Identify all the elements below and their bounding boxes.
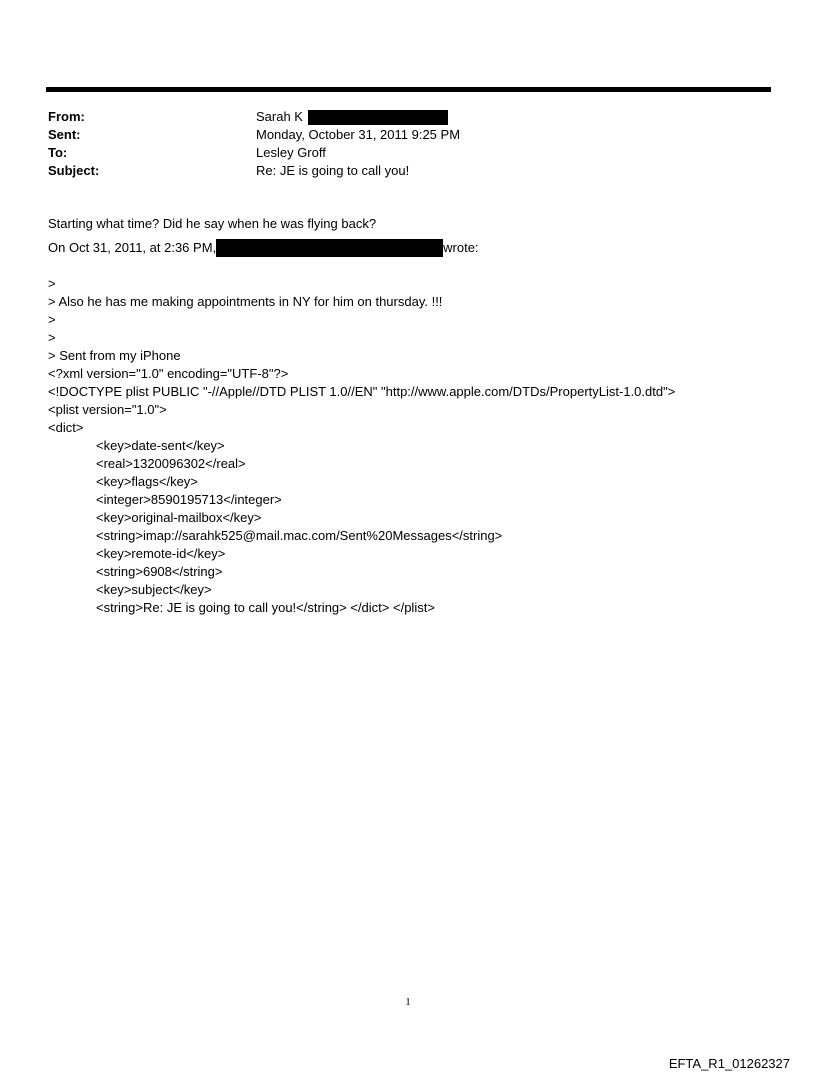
quote-intro-suffix: wrote: <box>443 240 479 255</box>
from-label: From: <box>48 109 85 124</box>
plist-entry: <key>remote-id</key> <box>96 546 226 561</box>
to-value: Lesley Groff <box>256 145 326 160</box>
to-row <box>48 144 460 162</box>
plist-entry: <integer>8590195713</integer> <box>96 492 282 507</box>
redaction-box <box>216 239 443 257</box>
email-body <box>48 215 788 617</box>
plist-line: <plist version="1.0"> <box>48 402 167 417</box>
quoted-line: > <box>48 312 56 327</box>
from-value: Sarah K <box>256 109 303 124</box>
quoted-line: > Sent from my iPhone <box>48 348 181 363</box>
quote-intro <box>48 239 788 257</box>
plist-entry: <key>subject</key> <box>96 582 212 597</box>
plist-line: <dict> <box>48 420 84 435</box>
from-value-container <box>256 108 448 126</box>
sent-row <box>48 126 460 144</box>
plist-entry: <string>6908</string> <box>96 564 223 579</box>
page-number: 1 <box>405 996 411 1008</box>
sent-label: Sent: <box>48 127 81 142</box>
email-header <box>48 108 460 180</box>
quoted-line: > <box>48 276 56 291</box>
plist-entry: <string>Re: JE is going to call you!</string> </dict> </plist> <box>96 600 435 615</box>
header-rule <box>46 87 771 92</box>
subject-label: Subject: <box>48 163 100 178</box>
plist-line: <?xml version="1.0" encoding="UTF-8"?> <box>48 366 289 381</box>
plist-entry: <real>1320096302</real> <box>96 456 246 471</box>
plist-entry: <string>imap://sarahk525@mail.mac.com/Sent%20Messages</string> <box>96 528 503 543</box>
plist-entry: <key>date-sent</key> <box>96 438 225 453</box>
document-id: EFTA_R1_01262327 <box>668 1056 790 1071</box>
plist-entry: <key>original-mailbox</key> <box>96 510 262 525</box>
quoted-line: > <box>48 330 56 345</box>
reply-text: Starting what time? Did he say when he was flying back? <box>48 216 377 231</box>
plist-line: <!DOCTYPE plist PUBLIC "-//Apple//DTD PLIST 1.0//EN" "http://www.apple.com/DTDs/PropertyList-1.0.dtd"> <box>48 384 676 399</box>
plist-entry: <key>flags</key> <box>96 474 198 489</box>
sent-value: Monday, October 31, 2011 9:25 PM <box>256 127 461 142</box>
subject-value: Re: JE is going to call you! <box>256 163 410 178</box>
quote-intro-prefix: On Oct 31, 2011, at 2:36 PM, <box>48 240 217 255</box>
redaction-box <box>308 110 448 125</box>
to-label: To: <box>48 145 68 160</box>
quoted-line: > Also he has me making appointments in NY for him on thursday. !!! <box>48 294 443 309</box>
from-row <box>48 108 460 126</box>
subject-row <box>48 162 460 180</box>
